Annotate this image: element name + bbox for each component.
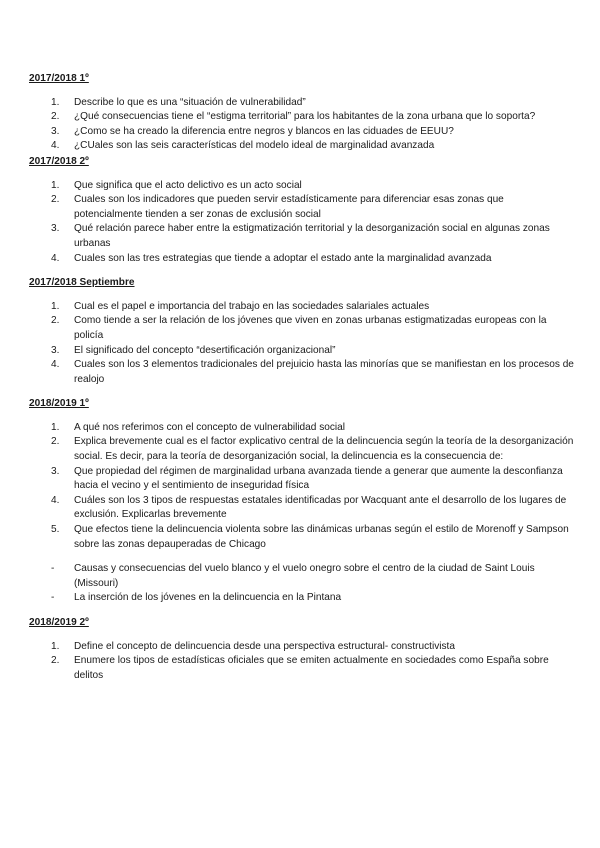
question-text: ¿CUales son las seis características del modelo ideal de marginalidad avanzada bbox=[74, 140, 435, 152]
question-text: Cual es el papel e importancia del trabajo en las sociedades salariales actuales bbox=[74, 300, 430, 312]
section-heading: 2017/2018 1º bbox=[29, 73, 89, 84]
question-text: A qué nos referimos con el concepto de vulnerabilidad social bbox=[74, 421, 346, 433]
question-number: 1. bbox=[51, 300, 60, 312]
question-item bbox=[29, 252, 574, 267]
question-text: Que significa que el acto delictivo es un acto social bbox=[74, 179, 302, 191]
question-number: 4. bbox=[51, 494, 60, 506]
question-text: El significado del concepto “desertificación organizacional” bbox=[74, 344, 336, 356]
question-list bbox=[29, 179, 574, 267]
extra-topic-item bbox=[29, 562, 574, 591]
question-text: Cuales son las tres estrategias que tiende a adoptar el estado ante la marginalidad avanzada bbox=[74, 252, 492, 264]
question-number: 1. bbox=[51, 421, 60, 433]
question-item bbox=[29, 96, 574, 111]
question-text: Define el concepto de delincuencia desde una perspectiva estructural- constructivista bbox=[74, 640, 455, 652]
question-item bbox=[29, 523, 574, 552]
question-item bbox=[29, 640, 574, 655]
question-number: 5. bbox=[51, 524, 60, 536]
exam-section bbox=[29, 155, 574, 266]
question-list bbox=[29, 421, 574, 552]
question-number: 4. bbox=[51, 140, 60, 152]
question-list bbox=[29, 300, 574, 388]
section-heading: 2017/2018 Septiembre bbox=[29, 277, 135, 289]
document-body bbox=[29, 72, 574, 693]
question-list bbox=[29, 96, 574, 154]
exam-section bbox=[29, 616, 574, 683]
question-number: 2. bbox=[51, 111, 60, 123]
question-text: Cuáles son los 3 tipos de respuestas estatales identificadas por Wacquant ante el desarrollo de los lugares de exclusión. Explicarlas brevemente bbox=[74, 494, 567, 521]
question-item bbox=[29, 314, 574, 343]
question-text: Explica brevemente cual es el factor explicativo central de la delincuencia según la teoría de la desorganización social. Es decir, para la teoría de desorganización social, la delincuencia es la consecuencia de: bbox=[74, 436, 574, 463]
question-text: Que efectos tiene la delincuencia violenta sobre las dinámicas urbanas según el estilo de Morenoff y Sampson sobre las zonas depauperadas de Chicago bbox=[74, 524, 569, 550]
extra-topic-list bbox=[29, 562, 574, 606]
question-number: 4. bbox=[51, 359, 60, 371]
extra-topic-text: Causas y consecuencias del vuelo blanco y el vuelo onegro sobre el centro de la ciudad de Saint Louis (Missouri) bbox=[74, 563, 535, 589]
question-item bbox=[29, 358, 574, 387]
question-item bbox=[29, 435, 574, 464]
question-item bbox=[29, 139, 574, 154]
section-heading: 2018/2019 2º bbox=[29, 617, 89, 628]
extra-topic-text: La inserción de los jóvenes en la delincuencia en la Pintana bbox=[74, 592, 342, 604]
question-number: 2. bbox=[51, 194, 60, 206]
question-text: Describe lo que es una “situación de vulnerabilidad” bbox=[74, 96, 306, 108]
section-heading: 2018/2019 1º bbox=[29, 398, 89, 410]
question-number: 1. bbox=[51, 640, 60, 652]
question-text: ¿Qué consecuencias tiene el “estigma territorial” para los habitantes de la zona urbana que lo soporta? bbox=[74, 111, 536, 123]
question-item bbox=[29, 344, 574, 359]
exam-section bbox=[29, 72, 574, 154]
question-item bbox=[29, 300, 574, 315]
question-number: 3. bbox=[51, 465, 60, 477]
question-text: Cuales son los 3 elementos tradicionales del prejuicio hasta las minorías que se manifiestan en los procesos de realojo bbox=[74, 359, 574, 385]
question-list bbox=[29, 640, 574, 684]
question-item bbox=[29, 193, 574, 222]
exam-section bbox=[29, 276, 574, 387]
question-item bbox=[29, 654, 574, 683]
extra-topic-item bbox=[29, 591, 574, 606]
question-number: 3. bbox=[51, 125, 60, 137]
question-number: 3. bbox=[51, 223, 60, 235]
question-number: 2. bbox=[51, 315, 60, 327]
dash-marker: - bbox=[51, 592, 55, 604]
question-item bbox=[29, 421, 574, 436]
dash-marker: - bbox=[51, 563, 55, 575]
question-text: ¿Como se ha creado la diferencia entre negros y blancos en las ciduades de EEUU? bbox=[74, 125, 454, 137]
question-number: 4. bbox=[51, 252, 60, 264]
question-item bbox=[29, 125, 574, 140]
question-number: 1. bbox=[51, 179, 60, 191]
question-text: Que propiedad del régimen de marginalidad urbana avanzada tiende a generar que aumente la desconfianza hacia el vecino y el sentimiento de inseguridad física bbox=[74, 465, 563, 492]
question-number: 2. bbox=[51, 655, 60, 667]
question-number: 3. bbox=[51, 344, 60, 356]
question-text: Cuales son los indicadores que pueden servir estadísticamente para diferenciar esas zonas que potencialmente tienden a ser zonas de exclusión social bbox=[74, 194, 504, 220]
section-heading: 2017/2018 2º bbox=[29, 155, 89, 167]
question-item bbox=[29, 465, 574, 494]
question-item bbox=[29, 222, 574, 251]
question-text: Qué relación parece haber entre la estigmatización territorial y la desorganización social en algunas zonas urbanas bbox=[74, 223, 550, 249]
question-number: 2. bbox=[51, 436, 60, 448]
question-item bbox=[29, 110, 574, 125]
question-item bbox=[29, 494, 574, 523]
exam-section bbox=[29, 397, 574, 606]
question-text: Como tiende a ser la relación de los jóvenes que viven en zonas urbanas estigmatizadas europeas con la policía bbox=[74, 315, 547, 341]
question-text: Enumere los tipos de estadísticas oficiales que se emiten actualmente en sociedades como España sobre delitos bbox=[74, 655, 549, 681]
question-number: 1. bbox=[51, 96, 60, 108]
question-item bbox=[29, 179, 574, 194]
